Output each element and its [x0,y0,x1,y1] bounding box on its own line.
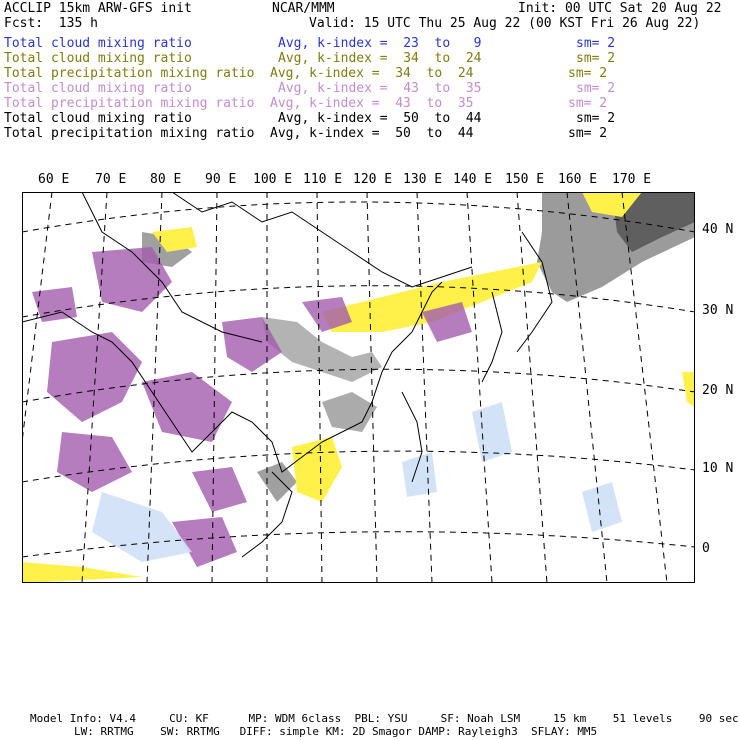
legend-avg: Avg, k-index = 50 to 44 [278,111,482,126]
model-info: Model Info: V4.4 CU: KF MP: WDM 6class PBL: YSU SF: Noah LSM 15 km 51 levels 90 sec [30,712,739,725]
forecast-hour: Fcst: 135 h [4,16,98,31]
lon-label: 90 E [205,172,237,187]
model-physics: LW: RRTMG SW: RRTMG DIFF: simple KM: 2D Smagor DAMP: Rayleigh3 SFLAY: MM5 [74,725,598,738]
legend-field: Total precipitation mixing ratio [4,96,255,111]
title-left: ACCLIP 15km ARW-GFS init [4,1,192,16]
init-time: Init: 00 UTC Sat 20 Aug 22 [518,1,722,16]
legend-sm: sm= 2 [568,66,608,81]
legend-avg: Avg, k-index = 34 to 24 [270,66,474,81]
lon-label: 110 E [303,172,343,187]
title-center: NCAR/MMM [272,1,335,16]
lat-label: 20 N [702,383,734,398]
legend-sm: sm= 2 [576,36,616,51]
legend-sm: sm= 2 [576,51,616,66]
legend-field: Total cloud mixing ratio [4,111,192,126]
legend-sm: sm= 2 [576,111,616,126]
legend-field: Total precipitation mixing ratio [4,66,255,81]
lon-label: 160 E [558,172,598,187]
legend-avg: Avg, k-index = 43 to 35 [270,96,474,111]
legend-avg: Avg, k-index = 34 to 24 [278,51,482,66]
legend-avg: Avg, k-index = 43 to 35 [278,81,482,96]
lon-label: 80 E [150,172,182,187]
lon-label: 60 E [38,172,70,187]
legend-sm: sm= 2 [568,126,608,141]
lon-label: 150 E [505,172,545,187]
valid-time: Valid: 15 UTC Thu 25 Aug 22 (00 KST Fri 26 Aug 22) [309,16,701,31]
lon-label: 130 E [403,172,443,187]
lon-label: 120 E [353,172,393,187]
legend-avg: Avg, k-index = 50 to 44 [270,126,474,141]
lon-label: 70 E [95,172,127,187]
lon-label: 170 E [612,172,652,187]
legend-field: Total cloud mixing ratio [4,51,192,66]
lat-label: 10 N [702,461,734,476]
legend-field: Total cloud mixing ratio [4,36,192,51]
legend-sm: sm= 2 [568,96,608,111]
lat-label: 30 N [702,303,734,318]
lat-label: 0 [702,541,710,556]
legend-avg: Avg, k-index = 23 to 9 [278,36,482,51]
legend-field: Total cloud mixing ratio [4,81,192,96]
legend-sm: sm= 2 [576,81,616,96]
legend-field: Total precipitation mixing ratio [4,126,255,141]
lon-label: 140 E [453,172,493,187]
lon-label: 100 E [253,172,293,187]
lat-label: 40 N [702,222,734,237]
forecast-map [22,192,695,583]
